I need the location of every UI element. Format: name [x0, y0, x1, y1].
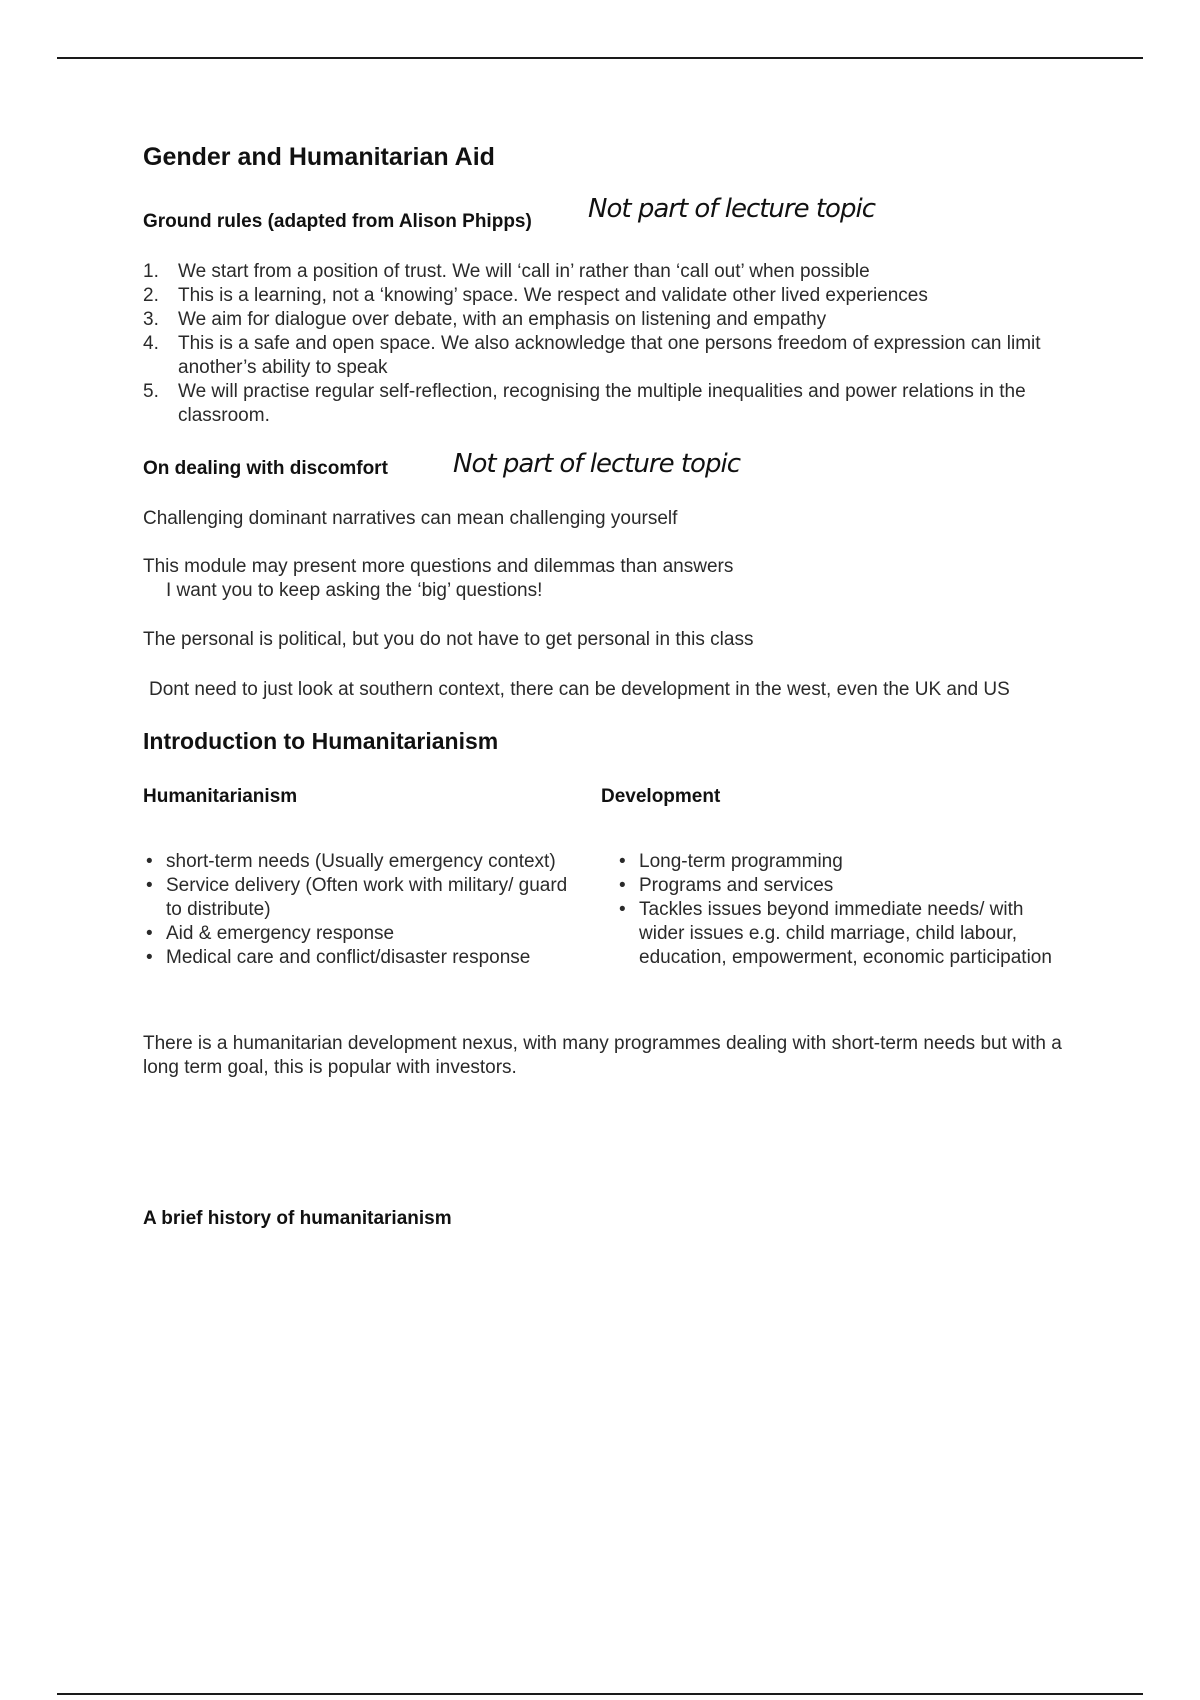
list-item: • short-term needs (Usually emergency context)	[146, 851, 556, 872]
rule-item: 5. We will practise regular self-reflection, recognising the multiple inequalities and power relations in the classroom.	[143, 381, 1026, 426]
humanitarianism-list	[143, 850, 583, 970]
discomfort-para-1: Challenging dominant narratives can mean challenging yourself	[143, 508, 678, 529]
discomfort-para-2-line-2: I want you to keep asking the ‘big’ questions!	[166, 580, 543, 601]
ground-rules-heading: Ground rules (adapted from Alison Phipps)	[143, 211, 532, 232]
document-title: Gender and Humanitarian Aid	[143, 143, 495, 171]
intro-heading: Introduction to Humanitarianism	[143, 728, 499, 754]
rule-item: 4. This is a safe and open space. We also acknowledge that one persons freedom of expression can limit another’s ability to speak	[143, 333, 1041, 378]
list-item: • Service delivery (Often work with military/ guard to distribute)	[146, 875, 568, 920]
discomfort-para-3: The personal is political, but you do not have to get personal in this class	[143, 629, 754, 650]
discomfort-para-2-line-1: This module may present more questions and dilemmas than answers	[143, 556, 734, 577]
development-heading: Development	[601, 786, 721, 807]
development-list	[616, 850, 1071, 970]
list-item: • Tackles issues beyond immediate needs/ with wider issues e.g. child marriage, child labour, education, empowerment, economic participation	[619, 899, 1052, 968]
list-item: • Long-term programming	[619, 851, 843, 872]
list-item: • Programs and services	[619, 875, 834, 896]
history-heading: A brief history of humanitarianism	[143, 1208, 452, 1229]
ground-rules-list	[143, 260, 1093, 428]
list-item: • Aid & emergency response	[146, 923, 395, 944]
humanitarianism-heading: Humanitarianism	[143, 786, 298, 807]
handwritten-note-1: Not part of lecture topic	[588, 194, 875, 224]
handwritten-note-2: Not part of lecture topic	[453, 449, 740, 479]
discomfort-para-4: Dont need to just look at southern context, there can be development in the west, even the UK and US	[149, 679, 1010, 700]
top-rule	[57, 57, 1143, 59]
nexus-paragraph: There is a humanitarian development nexus, with many programmes dealing with short-term needs but with a long term goal, this is popular with investors.	[143, 1033, 1062, 1078]
rule-item: 3. We aim for dialogue over debate, with an emphasis on listening and empathy	[143, 309, 827, 330]
discomfort-heading: On dealing with discomfort	[143, 458, 388, 479]
bottom-rule	[57, 1693, 1143, 1695]
rule-item: 2. This is a learning, not a ‘knowing’ space. We respect and validate other lived experiences	[143, 285, 928, 306]
rule-item: 1. We start from a position of trust. We will ‘call in’ rather than ‘call out’ when possible	[143, 261, 870, 282]
list-item: • Medical care and conflict/disaster response	[146, 947, 531, 968]
